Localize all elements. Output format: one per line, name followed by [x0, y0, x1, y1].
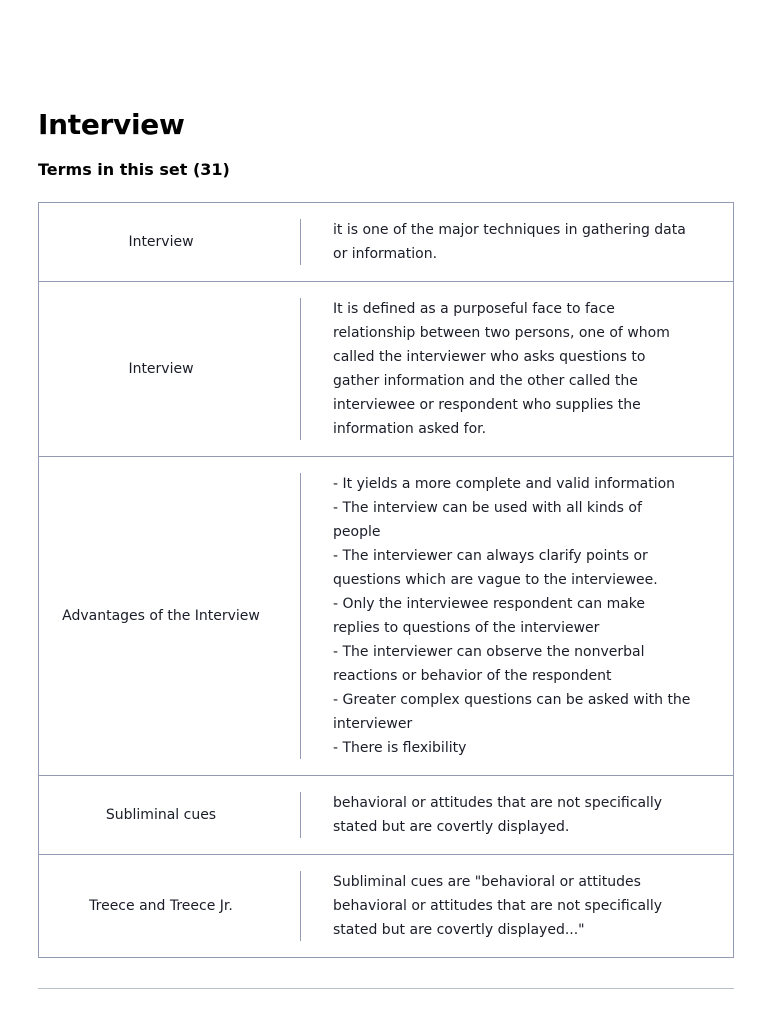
- footer-divider: [38, 988, 734, 989]
- terms-table: [38, 202, 734, 958]
- term-text: Subliminal cues: [105, 807, 217, 823]
- term-row: [39, 281, 733, 456]
- term-text: Interview: [128, 361, 194, 377]
- term-row: [39, 775, 733, 854]
- term-row: [39, 854, 733, 957]
- definition-text: behavioral or attitudes that are not specifically stated but are covertly displayed.: [333, 795, 663, 835]
- definition-text: It is defined as a purposeful face to face relationship between two persons, one of whom called the interviewer who asks questions to gather information and the other called the interviewee or respondent who supplies the information asked for.: [333, 301, 670, 437]
- terms-count-heading: Terms in this set (31): [38, 160, 230, 179]
- definition-text: - It yields a more complete and valid information - The interview can be used with all kinds of people - The interviewer can always clarify points or questions which are vague to the interviewee. - Only the interviewee respondent can make replies to questions of the interviewer - The interviewer can observe the nonverbal reactions or behavior of the respondent - Greater complex questions can be asked with the interviewer - There is flexibility: [333, 476, 691, 756]
- term-text: Advantages of the Interview: [62, 608, 260, 624]
- term-row: [39, 203, 733, 281]
- term-text: Treece and Treece Jr.: [89, 898, 233, 914]
- definition-text: Subliminal cues are "behavioral or attitudes behavioral or attitudes that are not specifically stated but are covertly displayed...": [333, 874, 663, 938]
- row-divider: [300, 219, 301, 265]
- term-text: Interview: [128, 234, 194, 250]
- row-divider: [300, 792, 301, 838]
- row-divider: [300, 871, 301, 941]
- page-title: Interview: [38, 108, 185, 141]
- row-divider: [300, 298, 301, 440]
- term-row: [39, 456, 733, 775]
- definition-text: it is one of the major techniques in gathering data or information.: [333, 222, 686, 262]
- row-divider: [300, 473, 301, 759]
